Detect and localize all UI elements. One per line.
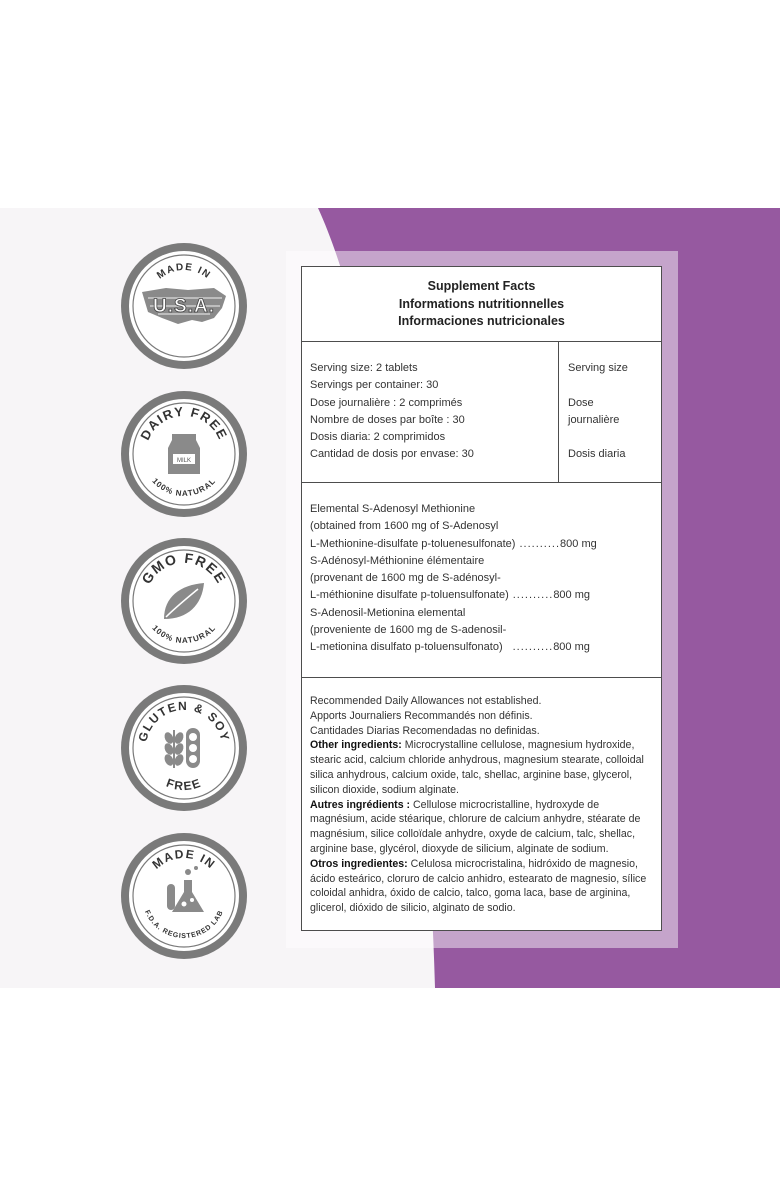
facts-title [302, 267, 661, 342]
badge-dairy-free [118, 388, 250, 520]
rda-line: Apports Journaliers Recommandés non définis. [310, 709, 533, 722]
ingredient-row [310, 570, 653, 587]
badge-bottom-text: 100% NATURAL [150, 476, 218, 499]
serving-line: Dosis diaria: 2 comprimidos [310, 431, 446, 444]
milk-carton-icon [168, 434, 200, 474]
serving-header-line: Dose [568, 396, 594, 409]
serving-header-line [568, 377, 661, 394]
ingredient-text: L-Methionine-disulfate p-toluenesulfonate) [310, 537, 516, 550]
other-ingredients-text: Cellulose microcristalline, hydroxyde de magnésium, acide stéarique, chlorure de calcium anhydre, stéarate de magnésium, silice colloïdale anhydre, oxyde de calcium, talc, shellac, arginine base, glycérol, dioxyde de silicium, alginate de sodium. [310, 798, 641, 855]
title-line-en: Supplement Facts [427, 279, 536, 293]
ingredient-row [310, 501, 653, 518]
ingredient-text: (obtained from 1600 mg of S-Adenosyl [310, 520, 499, 533]
ingredient-section [302, 483, 661, 678]
serving-header-line: journalière [568, 413, 620, 426]
serving-info [302, 342, 559, 482]
ingredient-amount: 800 mg [560, 537, 597, 550]
ingredient-text: S-Adénosyl-Méthionine élémentaire [310, 554, 485, 567]
ingredient-text: (proveniente de 1600 mg de S-adenosil- [310, 624, 507, 637]
other-ingredients-label: Otros ingredientes: [310, 857, 408, 870]
badge-gluten-soy-free [118, 682, 250, 814]
title-line-es: Informaciones nutricionales [398, 314, 565, 328]
other-ingredients-es [310, 857, 653, 916]
ingredient-amount: 800 mg [553, 641, 590, 654]
serving-line: Nombre de doses par boîte : 30 [310, 413, 465, 426]
supplement-facts-box [301, 266, 662, 931]
ingredient-row [310, 553, 653, 570]
badge-top-text: MADE IN [155, 261, 213, 282]
ingredient-row: L-méthionine disulfate p-toluensulfonate) .......... 800 mg [310, 587, 653, 604]
serving-line: Servings per container: 30 [310, 379, 439, 392]
badge-top-text: DAIRY FREE [137, 403, 231, 443]
badge-top-text: MADE IN [149, 846, 219, 872]
serving-header-line: Dosis diaria [568, 448, 626, 461]
other-ingredients-text: Microcrystalline cellulose, magnesium hydroxide, stearic acid, calcium chloride anhydrous, magnesium stearate, colloidal silica anhydrous, calcium oxide, talc, shellac, arginine base, glycerol, silicon dioxide, sodium alginate. [310, 739, 644, 796]
ingredient-row [310, 622, 653, 639]
title-line-fr: Informations nutritionnelles [398, 296, 565, 311]
badge-made-in-fda-lab [118, 830, 250, 962]
serving-section [302, 342, 661, 483]
ingredient-text: (provenant de 1600 mg de S-adénosyl- [310, 572, 501, 585]
other-ingredients-text: Celulosa microcristalina, hidróxido de magnesio, ácido esteárico, cloruro de calcio anhidro, estearato de magnesio, sílice coloidal anhidra, óxido de calcio, talco, goma laca, base de arginina, glicerol, dióxido de silicio, alginato de sodio. [310, 857, 647, 915]
rda-line: Cantidades Diarias Recomendadas no definidas. [310, 724, 540, 737]
ingredient-row: L-Methionine-disulfate p-toluenesulfonate) .......... 800 mg [310, 536, 653, 553]
wheat-soy-icon [163, 728, 200, 768]
ingredient-row [310, 605, 653, 622]
badge-bottom-text: 100% NATURAL [150, 623, 218, 646]
other-ingredients-label: Other ingredients: [310, 739, 402, 752]
rda-line: Recommended Daily Allowances not established. [310, 695, 542, 707]
serving-header-line [568, 429, 661, 446]
serving-header-line: Serving size [568, 362, 628, 374]
badge-made-in-usa [118, 240, 250, 372]
badge-bottom-text: F.D.A. REGISTERED LAB [143, 909, 225, 941]
serving-line: Serving size: 2 tablets [310, 362, 418, 374]
badge-center-text: U.S.A. [153, 296, 215, 317]
notes-section [302, 678, 661, 916]
badge-top-text: GMO FREE [138, 549, 230, 587]
other-ingredients-en [310, 738, 653, 797]
ingredient-row: L-metionina disulfato p-toluensulfonato) .......... 800 mg [310, 639, 653, 656]
serving-column-header [559, 342, 661, 482]
badge-top-text: GLUTEN & SOY [135, 698, 233, 744]
serving-line: Cantidad de dosis por envase: 30 [310, 448, 474, 461]
other-ingredients-label: Autres ingrédients : [310, 798, 411, 811]
ingredient-text: L-metionina disulfato p-toluensulfonato) [310, 641, 503, 654]
ingredient-text: S-Adenosil-Metionina elemental [310, 606, 466, 619]
ingredient-row [310, 518, 653, 535]
ingredient-text: L-méthionine disulfate p-toluensulfonate) [310, 589, 509, 602]
badge-gmo-free [118, 535, 250, 667]
ingredient-amount: 800 mg [553, 589, 591, 602]
other-ingredients-fr [310, 798, 653, 857]
serving-line: Dose journalière : 2 comprimés [310, 396, 463, 409]
ingredient-text: Elemental S-Adenosyl Methionine [310, 503, 476, 515]
badge-center-text: MILK [176, 458, 192, 464]
badge-bottom-text: FREE [164, 775, 204, 794]
